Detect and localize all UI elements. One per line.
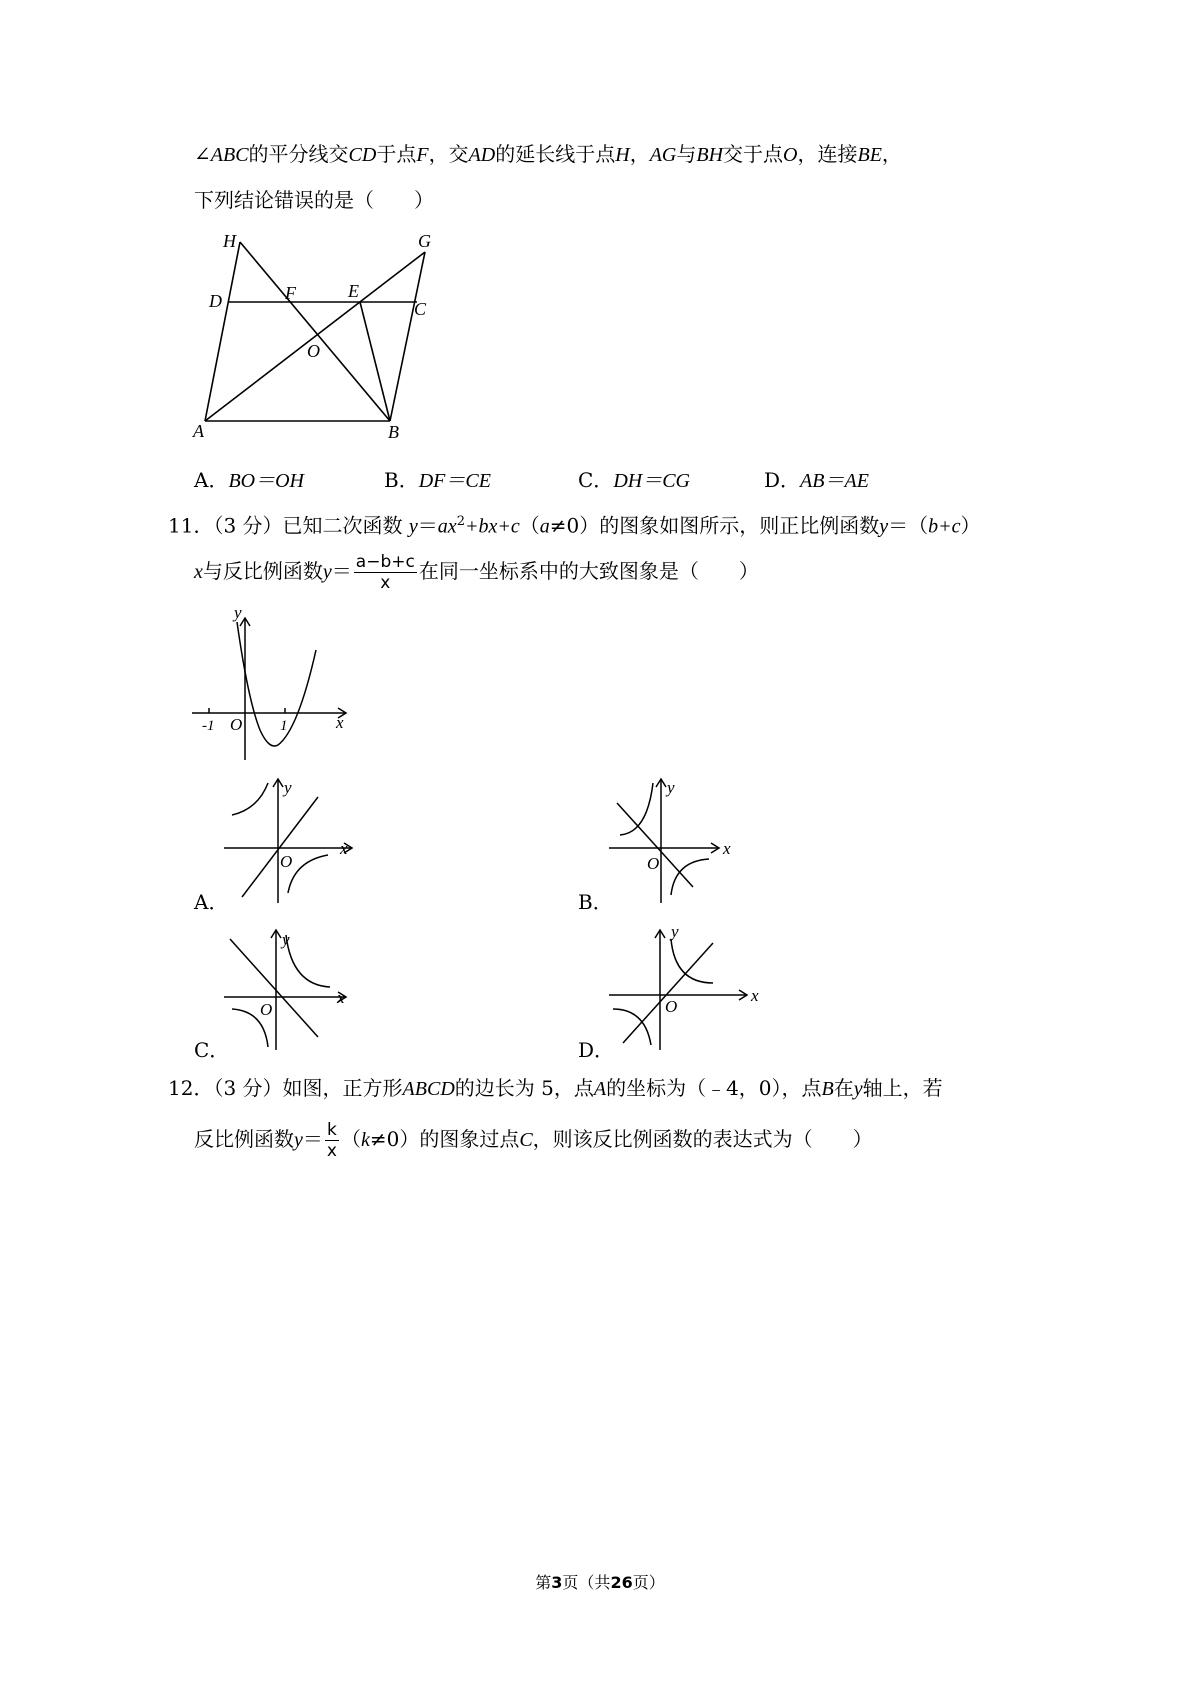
q11-choice-a-label[interactable]: A． [194, 890, 229, 914]
svg-text:O: O [280, 852, 293, 871]
label-D: D [209, 291, 222, 311]
svg-text:O: O [260, 1000, 273, 1019]
svg-text:y: y [284, 778, 292, 797]
tick-label-neg1: -1 [202, 718, 215, 734]
svg-text:x: x [723, 839, 731, 858]
q11-choice-c-label[interactable]: C． [194, 1038, 230, 1062]
svg-text:x: x [337, 988, 345, 1007]
label-H: H [223, 231, 236, 251]
svg-text:O: O [665, 997, 678, 1016]
q10-option-b[interactable]: B．DF＝CE [384, 468, 491, 492]
label-E: E [348, 281, 359, 301]
q10-option-a[interactable]: A．BO＝OH [194, 468, 304, 492]
q11-choice-a-graph[interactable] [220, 775, 370, 905]
q12-stem-line2: 反比例函数y＝ $\frac{k}{x}$ （k≠0）的图象过点C，则该反比例函数的表达式为（ ） [194, 1120, 873, 1161]
origin-label: O [230, 715, 243, 734]
label-O: O [307, 341, 320, 361]
q10-option-d[interactable]: D．AB＝AE [764, 468, 869, 492]
label-A: A [193, 421, 204, 441]
q11-parabola-graph [188, 600, 358, 765]
svg-text:y: y [671, 922, 679, 941]
q11-fraction: $\frac{a-b+c}{x}$ [355, 552, 415, 593]
q11-choice-d-graph[interactable] [605, 922, 759, 1055]
svg-text:y: y [282, 930, 290, 949]
q10-stem-line2: 下列结论错误的是（ ） [194, 188, 434, 212]
axis-label-y: y [234, 603, 242, 622]
q11-choice-c-graph[interactable] [220, 925, 370, 1055]
q12-fraction: $\frac{k}{x}$ [326, 1120, 337, 1161]
q10-stem-line1: ∠ABC的平分线交CD于点F，交AD的延长线于点H，AG与BH交于点O，连接BE， [194, 142, 902, 166]
q10-geometry-figure [185, 225, 455, 445]
axis-label-x: x [336, 713, 344, 732]
svg-text:x: x [340, 839, 348, 858]
label-G: G [418, 231, 431, 251]
label-B: B [388, 422, 399, 442]
label-C: C [414, 299, 427, 319]
q11-stem-line2: x与反比例函数y＝ $\frac{a-b+c}{x}$ 在同一坐标系中的大致图象是（ ） [194, 552, 759, 593]
svg-text:x: x [751, 986, 759, 1005]
q10-option-c[interactable]: C．DH＝CG [578, 468, 690, 492]
svg-text:y: y [667, 778, 675, 797]
svg-text:O: O [647, 854, 660, 873]
q11-choice-b-label[interactable]: B． [578, 890, 613, 914]
label-F: F [285, 283, 296, 303]
q11-stem-line1: 11．（3 分）已知二次函数 $y=ax^2+bx+c(a\ne 0)$的图象如图所示，则正比例函数y＝（b+c） [168, 513, 981, 538]
page-footer: 第3页（共26页） [535, 1573, 665, 1592]
q12-stem-line1: 12．（3 分）如图，正方形ABCD的边长为 5，点A的坐标为（﹣4，0），点B在y轴上，若 [168, 1076, 943, 1100]
tick-label-1: 1 [280, 718, 288, 734]
q11-choice-b-graph[interactable] [605, 775, 755, 905]
q11-choice-d-label[interactable]: D． [578, 1038, 615, 1062]
